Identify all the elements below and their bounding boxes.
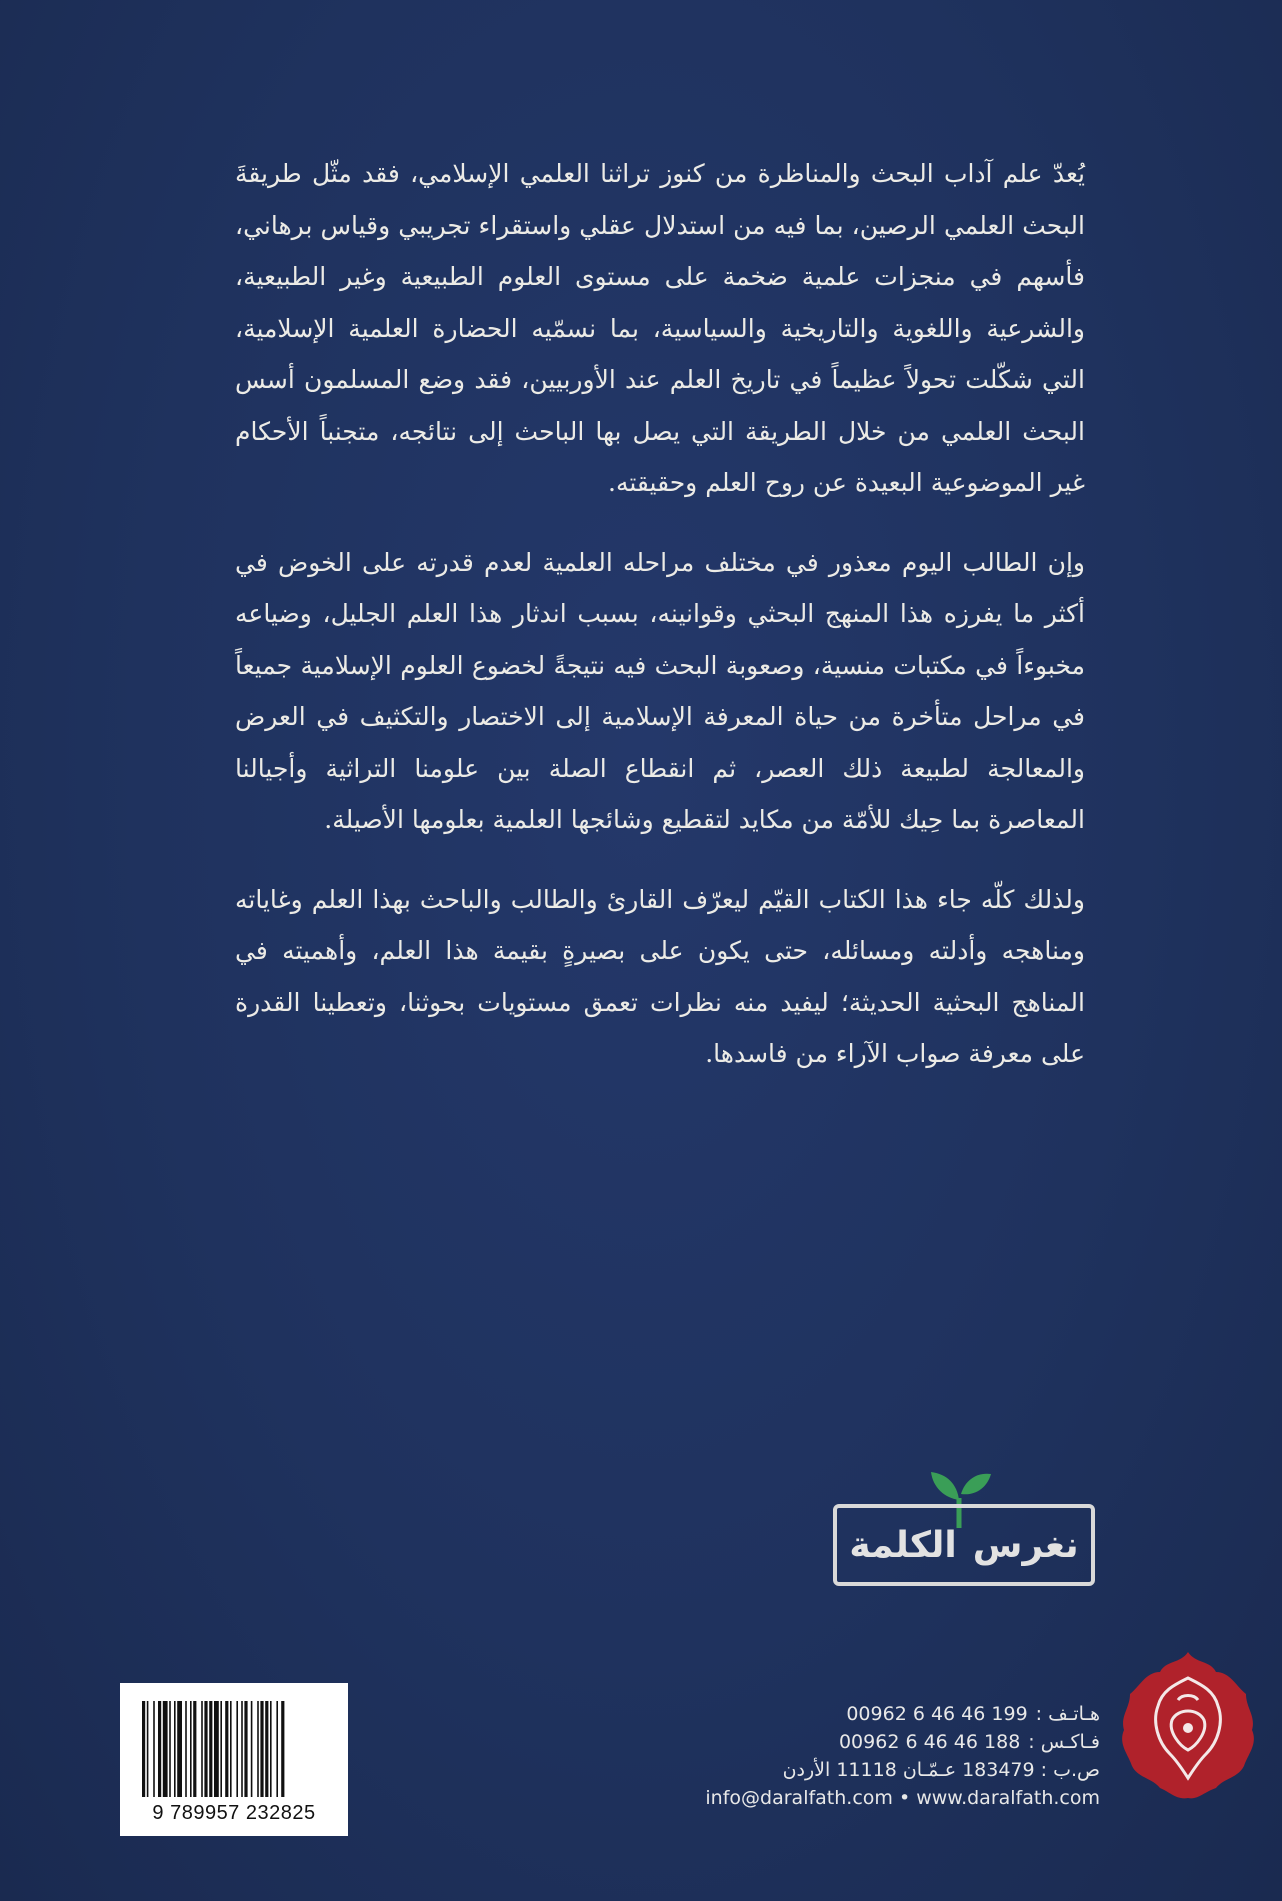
barcode — [120, 1683, 348, 1836]
isbn-number: 9 789957 232825 — [152, 1802, 316, 1824]
blurb-paragraph-3: ولذلك كلّه جاء هذا الكتاب القيّم ليعرّف القارئ والطالب والباحث بهذا العلم وغاياته ومناهجه وأدلته ومسائله، حتى يكون على بصيرةٍ بقيمة هذا العلم، وأهميته في المناهج البحثية الحديثة؛ ليفيد منه نظرات تعمق مستويات بحوثنا، وتعطينا القدرة على معرفة صواب الآراء من فاسدها. — [235, 884, 1085, 1068]
barcode-bar — [201, 1701, 203, 1797]
barcode-bar — [236, 1701, 238, 1797]
fax-number: 00962 6 46 46 188 — [838, 1731, 1021, 1753]
web-address: info@daralfath.com • www.daralfath.com — [705, 1787, 1100, 1809]
fax-row — [560, 1728, 1100, 1756]
barcode-bar — [276, 1701, 278, 1797]
barcode-bar — [251, 1701, 253, 1797]
web-row — [560, 1784, 1100, 1812]
po-box-row — [560, 1756, 1100, 1784]
barcode-bar — [209, 1701, 212, 1797]
barcode-bar — [204, 1701, 207, 1797]
barcode-bar — [230, 1701, 232, 1797]
blurb-text — [235, 148, 1085, 1108]
barcode-bar — [270, 1701, 272, 1797]
phone-label: هـاتـف : — [1035, 1703, 1100, 1725]
fax-label: فـاكـس : — [1028, 1731, 1100, 1753]
barcode-bar — [281, 1701, 284, 1797]
barcode-bar — [158, 1701, 161, 1797]
blurb-paragraph-1: يُعدّ علم آداب البحث والمناظرة من كنوز تراثنا العلمي الإسلامي، فقد مثّل طريقةَ البحث العلمي الرصين، بما فيه من استدلال عقلي واستقراء تجريبي وقياس برهاني، فأسهم في منجزات علمية ضخمة على مستوى العلوم الطبيعية وغير الطبيعية، والشرعية واللغوية والتاريخية والسياسية، بما نسمّيه الحضارة العلمية الإسلامية، التي شكّلت تحولاً عظيماً في تاريخ العلم عند الأوربيين، فقد وضع المسلمون أسس البحث العلمي من خلال الطريقة التي يصل بها الباحث إلى نتائجه، متجنباً الأحكام غير الموضوعية البعيدة عن روح العلم وحقيقته. — [235, 159, 1085, 497]
series-logo — [833, 1468, 1101, 1590]
barcode-bar — [193, 1701, 196, 1797]
barcode-bar — [153, 1701, 155, 1797]
barcode-bar — [265, 1701, 268, 1797]
publisher-emblem-icon — [1118, 1650, 1258, 1800]
barcode-bar — [244, 1701, 247, 1797]
barcode-bar — [225, 1701, 228, 1797]
barcode-bar — [174, 1701, 176, 1797]
barcode-bars — [142, 1701, 326, 1801]
barcode-bar — [220, 1701, 222, 1797]
barcode-bar — [142, 1701, 145, 1797]
po-box: ص.ب : 183479 عـمّـان 11118 الأردن — [782, 1759, 1100, 1781]
phone-number: 00962 6 46 46 199 — [846, 1703, 1028, 1725]
series-logo-word-2: الكلمة — [849, 1524, 957, 1566]
series-logo-box — [833, 1504, 1095, 1586]
barcode-bar — [257, 1701, 259, 1797]
barcode-bar — [147, 1701, 149, 1797]
barcode-bar — [260, 1701, 263, 1797]
publisher-contact — [560, 1700, 1100, 1812]
barcode-bar — [169, 1701, 171, 1797]
series-logo-word-1: نغرس — [972, 1524, 1079, 1566]
blurb-paragraph-2: وإن الطالب اليوم معذور في مختلف مراحله العلمية لعدم قدرته على الخوض في أكثر ما يفرزه هذا المنهج البحثي وقوانينه، بسبب اندثار هذا العلم الجليل، وضياعه مخبوءاً في مكتبات منسية، وصعوبة البحث فيه نتيجةً لخضوع العلوم الإسلامية جميعاً في مراحل متأخرة من حياة المعرفة الإسلامية إلى الاختصار والتكثيف في العرض والمعالجة لطبيعة ذلك العصر، ثم انقطاع الصلة بين علومنا التراثية وأجيالنا المعاصرة بما حِيك للأمّة من مكايد لتقطيع وشائجها العلمية بعلومها الأصيلة. — [235, 547, 1085, 834]
barcode-bar — [241, 1701, 243, 1797]
barcode-bar — [190, 1701, 192, 1797]
barcode-bar — [177, 1701, 182, 1797]
barcode-bar — [185, 1701, 187, 1797]
barcode-bar — [214, 1701, 219, 1797]
phone-row — [560, 1700, 1100, 1728]
barcode-bar — [163, 1701, 168, 1797]
